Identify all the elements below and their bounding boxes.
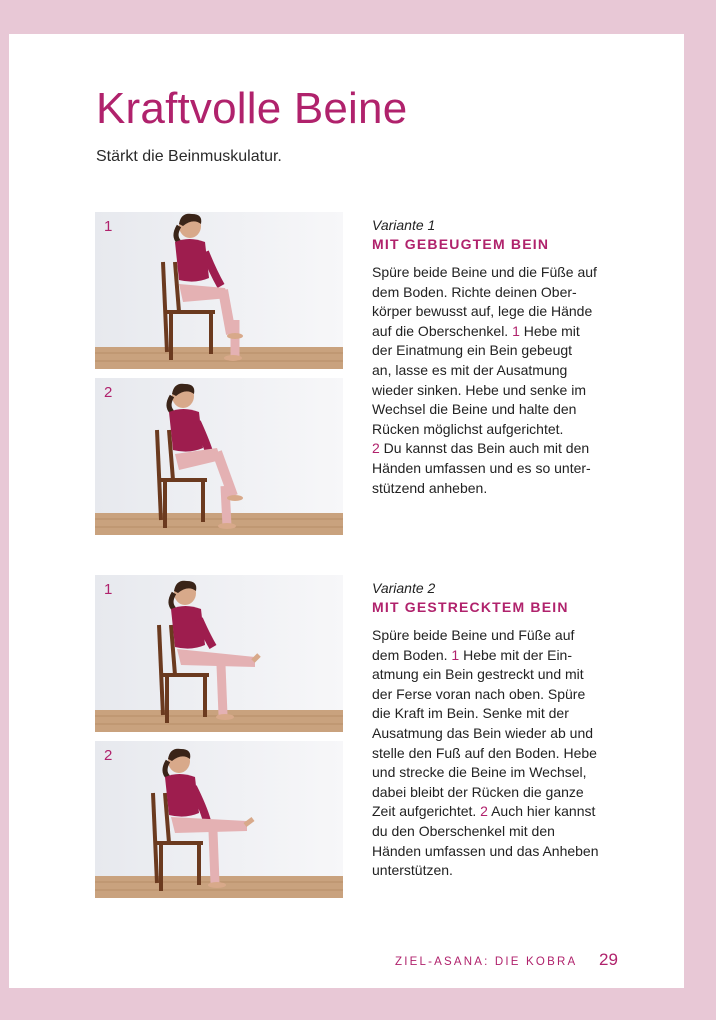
variant-heading: MIT GEBEUGTEM BEIN bbox=[372, 236, 550, 252]
page-title: Kraftvolle Beine bbox=[96, 84, 408, 133]
photo-number: 1 bbox=[104, 581, 113, 598]
text-line: die Kraft im Bein. Senke mit der bbox=[372, 705, 569, 722]
text-line: wieder sinken. Hebe und senke im bbox=[372, 381, 587, 398]
variant-label: Variante 2 bbox=[372, 580, 436, 596]
text-line: Rücken möglichst aufgerichtet. bbox=[372, 420, 564, 437]
page-number: 29 bbox=[599, 950, 618, 969]
text-line: atmung ein Bein gestreckt und mit bbox=[372, 666, 584, 683]
variant-description bbox=[372, 626, 640, 881]
text-line: Spüre beide Beine und die Füße auf bbox=[372, 264, 597, 280]
photo-number: 2 bbox=[104, 384, 113, 401]
footer-section-title: ZIEL-ASANA: DIE KOBRA bbox=[395, 956, 578, 968]
exercise-photo-3 bbox=[95, 575, 343, 732]
exercise-photo-4 bbox=[95, 741, 343, 898]
text-line: dem Boden. 1 Hebe mit der Ein- bbox=[372, 646, 573, 663]
text-line: an, lasse es mit der Ausatmung bbox=[372, 361, 568, 378]
text-line: du den Oberschenkel mit den bbox=[372, 822, 555, 839]
page-subtitle: Stärkt die Beinmuskulatur. bbox=[96, 148, 282, 165]
text-line: stützend anheben. bbox=[372, 479, 488, 496]
text-line: unterstützen. bbox=[372, 862, 453, 879]
text-line: Händen umfassen und das Anheben bbox=[372, 842, 599, 859]
variant-heading: MIT GESTRECKTEM BEIN bbox=[372, 599, 569, 615]
text-line: körper bewusst auf, lege die Hände bbox=[372, 303, 593, 320]
photo-number: 1 bbox=[104, 218, 113, 235]
step-ref: 2 bbox=[372, 440, 380, 457]
text-line: stelle den Fuß auf den Boden. Hebe bbox=[372, 744, 597, 761]
text-line: Wechsel die Beine und halte den bbox=[372, 401, 577, 418]
photo-number: 2 bbox=[104, 747, 113, 764]
variant-label: Variante 1 bbox=[372, 217, 436, 233]
text-line: der Ferse voran nach oben. Spüre bbox=[372, 685, 586, 702]
text-line: Spüre beide Beine und Füße auf bbox=[372, 627, 575, 643]
step-ref: 1 bbox=[512, 322, 520, 339]
step-ref: 2 bbox=[480, 803, 488, 820]
text-line: Händen umfassen und es so unter- bbox=[372, 459, 591, 476]
variant-description bbox=[372, 263, 640, 498]
text-line: Zeit aufgerichtet. 2 Auch hier kannst bbox=[372, 803, 596, 820]
text-line: 2 Du kannst das Bein auch mit den bbox=[372, 440, 590, 457]
book-page bbox=[9, 34, 684, 988]
text-line: Ausatmung das Bein wieder ab und bbox=[372, 724, 594, 741]
text-line: dem Boden. Richte deinen Ober- bbox=[372, 283, 577, 300]
text-line: und strecke die Beine im Wechsel, bbox=[372, 764, 587, 781]
exercise-photo-1 bbox=[95, 212, 343, 369]
text-line: dabei bleibt der Rücken die ganze bbox=[372, 783, 584, 800]
text-line: auf die Oberschenkel. 1 Hebe mit bbox=[372, 322, 580, 339]
exercise-photo-2 bbox=[95, 378, 343, 535]
step-ref: 1 bbox=[451, 646, 460, 663]
text-line: der Einatmung ein Bein gebeugt bbox=[372, 342, 573, 359]
